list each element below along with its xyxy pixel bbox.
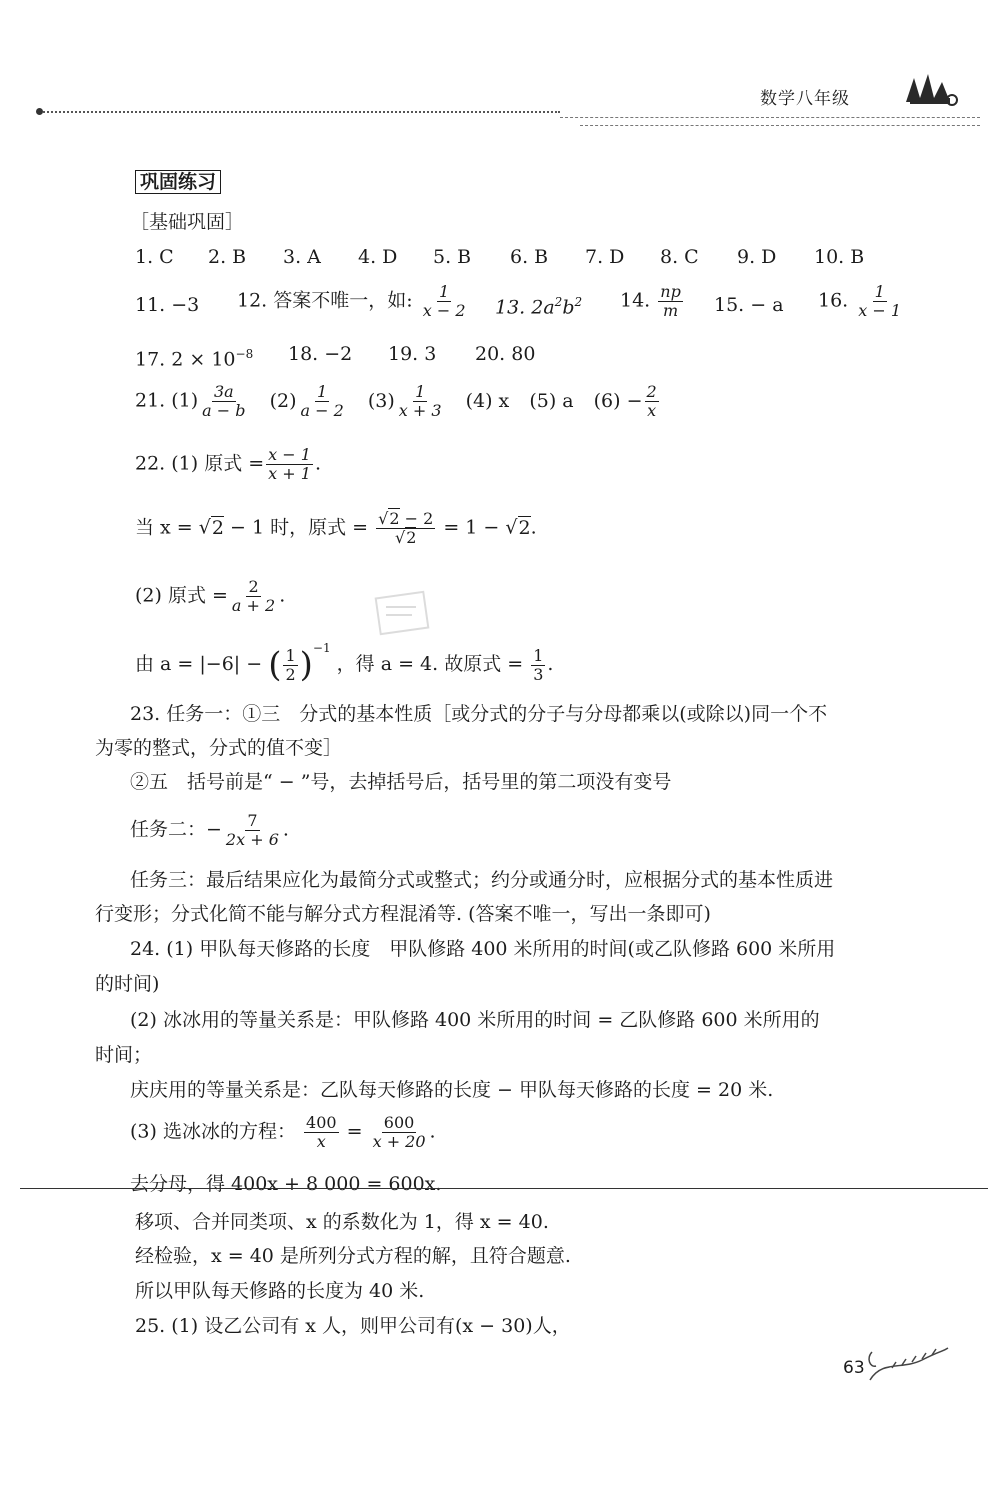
answer-24-line10: 所以甲队每天修路的长度为 40 米.: [135, 1280, 425, 1302]
mc-answer: 9. D: [737, 246, 777, 268]
vine-ornament-icon: [862, 1340, 952, 1390]
page-fold-rule: [20, 1188, 988, 1189]
answer-23-task2: 任务二：− $\frac{7}{2x + 6}$ .: [130, 811, 289, 849]
header-title: 数学八年级: [760, 89, 850, 109]
answer-24-line4: 时间；: [95, 1044, 153, 1066]
answer-22-line4: 由 a = |−6| − ( $\frac{1}{2}$ )$^{-1}$ ，得 a = 4. 故原式 = $\frac{1}{3}$ .: [135, 641, 554, 685]
answer-24-line9: 经检验，x = 40 是所列分式方程的解，且符合题意.: [135, 1245, 571, 1267]
mc-answer: 3. A: [283, 246, 321, 268]
answer-24-line6: (3) 选冰冰的方程： $\frac{400}{x}$ = $\frac{600}{x + 20}$ .: [130, 1113, 436, 1151]
answer-22-part2: (2) 原式 = $\frac{2}{a + 2}$ .: [135, 577, 286, 615]
answer-19: 19. 3: [388, 343, 437, 365]
section-title: 巩固练习: [135, 170, 221, 194]
answer-24-line5: 庆庆用的等量关系是：乙队每天修路的长度 − 甲队每天修路的长度 = 20 米.: [130, 1079, 774, 1101]
mc-answer: 6. B: [510, 246, 549, 268]
answer-17: 17. $2 \times 10^{-8}$: [135, 347, 254, 371]
answer-24-line3: (2) 冰冰用的等量关系是：甲队修路 400 米所用的时间 = 乙队修路 600 米所用的: [130, 1009, 820, 1031]
answer-23-task3-line2: 行变形；分式化简不能与解分式方程混淆等. (答案不唯一，写出一条即可): [95, 903, 711, 925]
answer-24-line2: 的时间): [95, 973, 160, 995]
answer-18: 18. −2: [288, 343, 353, 365]
header-dotted-rule: [40, 111, 560, 113]
answer-15: 15. − a: [714, 294, 784, 316]
header-dashed-rule-1: [560, 117, 980, 118]
header-logo-icon: [900, 68, 960, 110]
answer-25-line1: 25. (1) 设乙公司有 x 人，则甲公司有(x − 30)人，: [135, 1315, 571, 1337]
answer-20: 20. 80: [475, 343, 536, 365]
answer-22-line2: 当 x = √2 − 1 时，原式 = $\frac{√2 - 2}{√2}$ = 1 − √2.: [135, 509, 537, 547]
answer-16: 16. $\frac{1}{x - 1}$: [818, 282, 902, 320]
answer-22-part1: 22. (1) 原式 = $\frac{x - 1}{x + 1}$ .: [135, 445, 321, 483]
mc-answer: 5. B: [433, 246, 472, 268]
mc-answer: 1. C: [135, 246, 174, 268]
answer-21: 21. (1) $\frac{3a}{a - b}$ (2) $\frac{1}{a - 2}$ (3) $\frac{1}{x + 3}$ (4) x (5) a (6) − $\frac{2}{x}$: [135, 382, 657, 420]
answer-24-line7: 去分母，得 400x + 8 000 = 600x.: [130, 1173, 442, 1195]
answer-23-line2: 为零的整式，分式的值不变］: [95, 737, 343, 759]
page-number: 63: [843, 1358, 865, 1378]
answer-24-line1: 24. (1) 甲队每天修路的长度 甲队修路 400 米所用的时间(或乙队修路 600 米所用: [130, 938, 836, 960]
mc-answer: 8. C: [660, 246, 699, 268]
answer-23-line1: 23. 任务一：①三 分式的基本性质［或分式的分子与分母都乘以(或除以)同一个不: [130, 703, 828, 725]
answer-12: 12. 答案不唯一，如: $\frac{1}{x - 2}$: [237, 282, 466, 320]
subsection-title: ［基础巩固］: [130, 211, 245, 233]
watermark-stamp-icon: [370, 585, 440, 645]
header-dashed-rule-2: [580, 125, 980, 126]
mc-answer: 2. B: [208, 246, 247, 268]
answer-24-line8: 移项、合并同类项、x 的系数化为 1，得 x = 40.: [135, 1211, 549, 1233]
header-rule-dot: [36, 108, 43, 115]
answer-23-task3-line1: 任务三：最后结果应化为最简分式或整式；约分或通分时，应根据分式的基本性质进: [130, 869, 834, 891]
mc-answer: 7. D: [585, 246, 625, 268]
answer-23-line3: ②五 括号前是“ − ”号，去掉括号后，括号里的第二项没有变号: [130, 771, 672, 793]
mc-answer: 10. B: [814, 246, 865, 268]
mc-answer: 4. D: [358, 246, 398, 268]
answer-14: 14. $\frac{np}{m}$: [620, 282, 681, 320]
answer-13: 13. $2a^2b^2$: [495, 295, 583, 319]
answer-11: 11. −3: [135, 294, 200, 316]
